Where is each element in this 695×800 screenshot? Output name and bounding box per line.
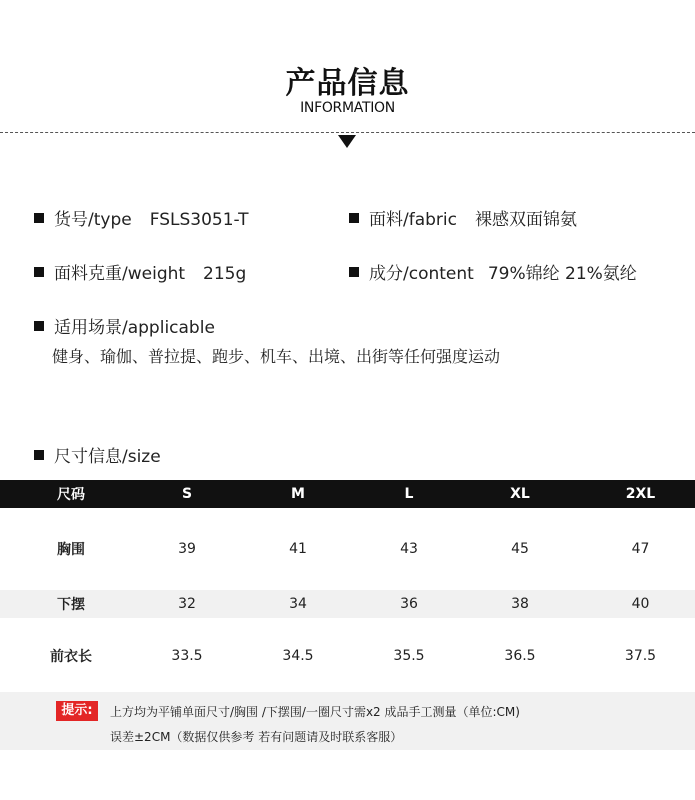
note-line: 误差±2CM（数据仅供参考 若有问题请及时联系客服） bbox=[110, 730, 403, 744]
spec-applicable-label: 适用场景/applicable bbox=[54, 318, 215, 338]
spec-type-value: FSLS3051-T bbox=[149, 210, 249, 230]
spec-size bbox=[34, 442, 161, 467]
square-bullet-icon bbox=[349, 213, 359, 223]
table-cell: 39 bbox=[178, 541, 196, 557]
page-subtitle: INFORMATION bbox=[300, 100, 395, 116]
table-cell: 33.5 bbox=[171, 648, 203, 664]
table-cell: 36.5 bbox=[504, 648, 536, 664]
table-cell: 34 bbox=[289, 596, 307, 612]
spec-fabric-value: 裸感双面锦氨 bbox=[474, 210, 577, 230]
spec-type bbox=[34, 205, 248, 230]
square-bullet-icon bbox=[34, 321, 44, 331]
table-row-label: 前衣长 bbox=[50, 649, 92, 665]
spec-content bbox=[349, 259, 637, 284]
table-cell: 36 bbox=[400, 596, 418, 612]
down-arrow-icon bbox=[338, 135, 356, 148]
page-title: 产品信息 bbox=[285, 66, 410, 101]
spec-applicable-value: 健身、瑜伽、普拉提、跑步、机车、出境、出街等任何强度运动 bbox=[52, 347, 501, 366]
square-bullet-icon bbox=[34, 267, 44, 277]
spec-fabric bbox=[349, 205, 577, 230]
spec-weight-label: 面料克重/weight bbox=[54, 264, 186, 284]
size-table bbox=[0, 480, 695, 694]
table-cell: 35.5 bbox=[393, 648, 425, 664]
table-header-cell: 2XL bbox=[625, 486, 656, 502]
tip-badge: 提示: bbox=[56, 701, 98, 721]
table-header-cell: S bbox=[181, 486, 193, 502]
table-row bbox=[0, 590, 695, 618]
table-cell: 32 bbox=[178, 596, 196, 612]
table-cell: 37.5 bbox=[624, 648, 657, 664]
table-cell: 41 bbox=[289, 541, 307, 557]
table-cell: 34.5 bbox=[282, 648, 314, 664]
square-bullet-icon bbox=[34, 450, 44, 460]
spec-weight-value: 215g bbox=[203, 264, 247, 284]
table-header-cell: XL bbox=[510, 486, 530, 502]
table-header-row bbox=[0, 480, 695, 508]
spec-weight bbox=[34, 259, 246, 284]
table-cell: 38 bbox=[511, 596, 529, 612]
table-header-cell: 尺码 bbox=[57, 487, 85, 503]
table-row-label: 下摆 bbox=[57, 597, 85, 613]
table-cell: 43 bbox=[400, 541, 418, 557]
table-row bbox=[0, 618, 695, 694]
spec-fabric-label: 面料/fabric bbox=[369, 210, 457, 230]
table-cell: 45 bbox=[511, 541, 529, 557]
table-cell: 47 bbox=[631, 541, 650, 557]
note-line: 上方均为平铺单面尺寸/胸围 /下摆围/一圈尺寸需x2 成品手工测量（单位:CM) bbox=[110, 705, 520, 719]
table-row-label: 胸围 bbox=[57, 542, 85, 558]
spec-content-label: 成分/content bbox=[369, 264, 474, 284]
spec-type-label: 货号/type bbox=[54, 210, 132, 230]
spec-content-value: 79%锦纶 21%氨纶 bbox=[487, 264, 637, 284]
square-bullet-icon bbox=[349, 267, 359, 277]
spec-applicable bbox=[34, 313, 215, 338]
note-box bbox=[0, 692, 695, 750]
table-cell: 40 bbox=[631, 596, 650, 612]
spec-size-label: 尺寸信息/size bbox=[54, 447, 161, 467]
table-row bbox=[0, 508, 695, 590]
table-header-cell: L bbox=[404, 486, 414, 502]
table-header-cell: M bbox=[291, 486, 305, 502]
dashed-divider bbox=[0, 132, 695, 133]
square-bullet-icon bbox=[34, 213, 44, 223]
